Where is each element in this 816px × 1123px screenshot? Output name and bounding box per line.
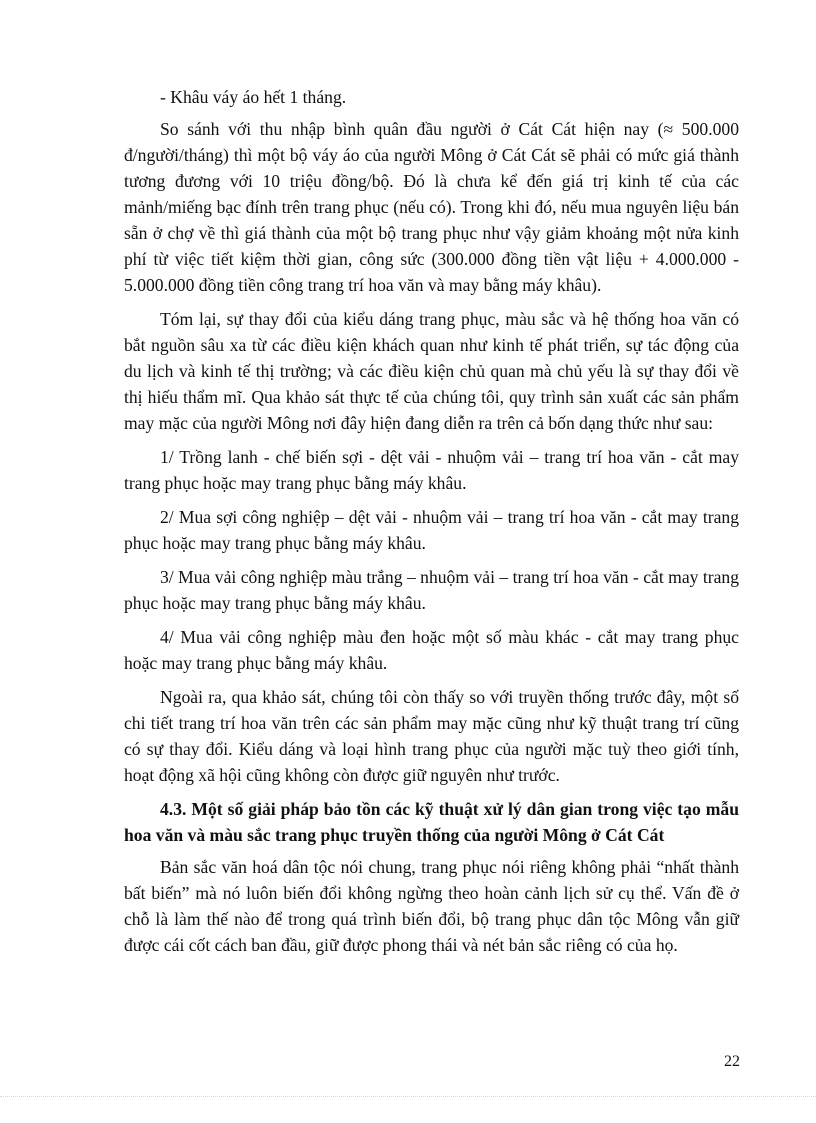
document-page [124,84,739,966]
list-item-process-2: 2/ Mua sợi công nghiệp – dệt vải - nhuộm vải – trang trí hoa văn - cắt may trang phục hoặc may trang phục bằng máy khâu. [124,507,739,553]
paragraph-sewing-time: - Khâu váy áo hết 1 tháng. [160,87,347,107]
list-item-process-3: 3/ Mua vải công nghiệp màu trắng – nhuộm vải – trang trí hoa văn - cắt may trang phục hoặc may trang phục bằng máy khâu. [124,567,739,613]
paragraph-income-comparison: So sánh với thu nhập bình quân đầu người ở Cát Cát hiện nay (≈ 500.000 đ/người/tháng) thì một bộ váy áo của người Mông ở Cát Cát sẽ phải có mức giá thành tương đương với 10 triệu đồng/bộ. Đó là chưa kể đến giá trị kinh tế của các mảnh/miếng bạc đính trên trang phục (nếu có). Trong khi đó, nếu mua nguyên liệu bán sẵn ở chợ về thì giá thành của một bộ trang phục như vậy giảm khoảng một nửa kinh phí từ việc tiết kiệm thời gian, công sức (300.000 đồng tiền vật liệu + 4.000.000 - 5.000.000 đồng tiền công trang trí hoa văn và may bằng máy khâu). [124,119,739,295]
paragraph-cultural-identity: Bản sắc văn hoá dân tộc nói chung, trang phục nói riêng không phải “nhất thành bất biến” mà nó luôn biến đổi không ngừng theo hoàn cảnh lịch sử cụ thể. Vấn đề ở chỗ là làm thế nào để trong quá trình biến đổi, bộ trang phục dân tộc Mông vẫn giữ được cái cốt cách ban đầu, giữ được phong thái và nét bản sắc riêng có của họ. [124,857,739,955]
list-item-process-1: 1/ Trồng lanh - chế biến sợi - dệt vải - nhuộm vải – trang trí hoa văn - cắt may trang phục hoặc may trang phục bằng máy khâu. [124,447,739,493]
footer-divider [0,1096,816,1097]
list-item-process-4: 4/ Mua vải công nghiệp màu đen hoặc một số màu khác - cắt may trang phục hoặc may trang phục bằng máy khâu. [124,627,739,673]
section-heading: 4.3. Một số giải pháp bảo tồn các kỹ thuật xử lý dân gian trong việc tạo mẫu hoa văn và màu sắc trang phục truyền thống của người Mông ở Cát Cát [124,799,739,845]
page-number: 22 [724,1053,740,1070]
paragraph-other-changes: Ngoài ra, qua khảo sát, chúng tôi còn thấy so với truyền thống trước đây, một số chi tiết trang trí hoa văn trên các sản phẩm may mặc cũng như kỹ thuật trang trí cũng có sự thay đổi. Kiểu dáng và loại hình trang phục của người mặc tuỳ theo giới tính, hoạt động xã hội cũng không còn được giữ nguyên như trước. [124,687,739,785]
paragraph-summary: Tóm lại, sự thay đổi của kiểu dáng trang phục, màu sắc và hệ thống hoa văn có bắt nguồn sâu xa từ các điều kiện khách quan như kinh tế phát triển, sự tác động của du lịch và kinh tế thị trường; và các điều kiện chủ quan mà chủ yếu là sự thay đổi về thị hiếu thẩm mĩ. Qua khảo sát thực tế của chúng tôi, quy trình sản xuất các sản phẩm may mặc của người Mông nơi đây hiện đang diễn ra trên cả bốn dạng thức như sau: [124,309,739,433]
